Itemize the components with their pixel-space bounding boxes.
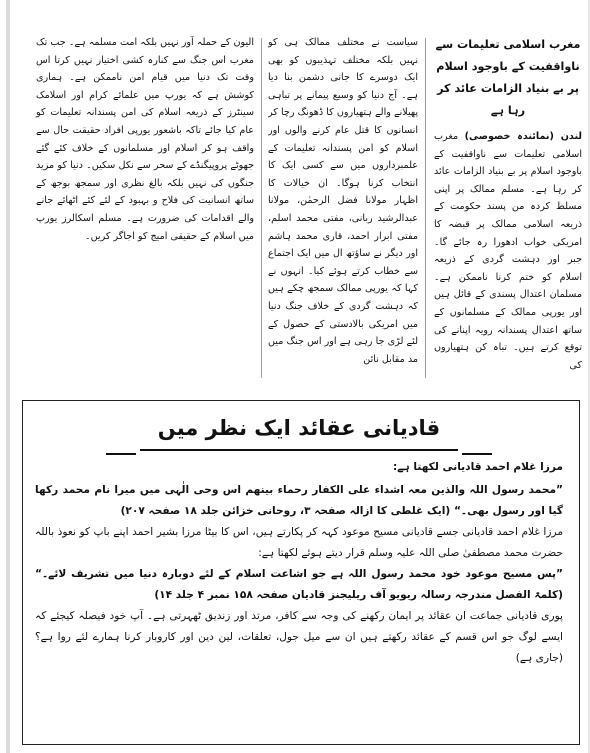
- article-dateline: لندن (نمائندہ خصوصی): [464, 131, 582, 142]
- article-headline: مغرب اسلامی تعلیمات سے ناواقفیت کے باوجود اسلام پر بے بنیاد الزامات عائد کر رہا ہے: [435, 38, 581, 117]
- article-text-1: مغرب اسلامی تعلیمات سے ناواقفیت کے باوجود اسلام پر بے بنیاد الزامات عائد کر رہا ہے۔ مسلم ممالک پر اپنی مسلط کردہ من پسند حکومت کے ذریعہ اسلامی ممالک پر قبضہ کا امریکی خواب ادھورا رہ جائے گا۔ جبر اور دہشت گردی کے ذریعہ اسلام کو ختم کرنا ناممکن ہے۔ مسلمان اعتدال پسندی کے قائل ہیں اور یورپی ممالک کے مسلمانوں کے ساتھ اعتدال پسندانہ رویہ اپنانے کی توقع کرتے ہیں۔ تباہ کن ہتھیاروں کی: [434, 131, 582, 371]
- box-title: قادیانی عقائد ایک نظر میں: [140, 411, 458, 451]
- box-paragraph-3: پوری قادیانی جماعت ان عقائد پر ایمان رکھنے کی وجہ سے کافر، مرتد اور زندیق ٹھہرتی ہے۔ آپ خود فیصلہ کیجئے کہ ایسے لوگ جو اس قسم کے عقائد رکھتے ہیں ان سے میل جول، تعلقات، لین دین اور کاروبار کرنا ہمارے لئے روا ہے؟ (جاری ہے): [35, 610, 563, 664]
- page-left-rule: [6, 0, 10, 753]
- box-title-wrap: [35, 411, 563, 457]
- box-quote-1: ”محمد رسول اللہ والذین معہ اشداء علی الکفار رحماء بینھم اس وحی الٰہی میں میرا نام محمد رکھا گیا اور رسول بھی۔“ (ایک غلطی کا ازالہ صفحہ ۳، روحانی خزائن جلد ۱۸ صفحہ ۲۰۷): [35, 484, 563, 517]
- article-column-1: [434, 34, 582, 382]
- article-column-3: [28, 34, 254, 382]
- column-divider: [261, 38, 262, 378]
- column-divider: [425, 38, 426, 378]
- box-paragraph-2: مرزا غلام احمد قادیانی جسے قادیانی مسیح موعود کہہ کر پکارتے ہیں، اس کا بیٹا مرزا بشیر احمد اپنے باپ کو نعوذ باللہ حضرت محمد مصطفیٰ صلی اللہ علیہ وسلم قرار دیتے ہوئے لکھتا ہے:: [35, 526, 563, 559]
- box-quote-2: ”پس مسیح موعود خود محمد رسول اللہ ہے جو اشاعت اسلام کے لئے دوبارہ دنیا میں تشریف لائے۔“ (کلمۃ الفصل مندرجہ رسالہ ریویو آف ریلیجنز قادیان صفحہ ۱۵۸ نمبر ۴ جلد ۱۴): [35, 568, 563, 601]
- article-body-1: [434, 128, 582, 374]
- article-columns: [14, 34, 586, 382]
- box-paragraph-1: مرزا غلام احمد قادیانی لکھتا ہے:: [393, 461, 563, 473]
- article-column-2: [268, 34, 418, 382]
- qadiani-beliefs-box: [22, 400, 580, 745]
- article-body-2: سیاست نے مختلف ممالک ہی کو نہیں بلکہ مختلف تہذیبوں کو بھی ایک دوسرے کا جانی دشمن بنا دیا ہے۔ آج دنیا کو وسیع پیمانے پر تباہی پھیلانے والے ہتھیاروں کا ڈھونگ رچا کر انسانوں کا قتل عام کرنے والوں اور اسلام کو امن پسندانہ تعلیمات کے علمبرداروں میں سے کسی ایک کا انتخاب کرنا ہوگا۔ ان خیالات کا اظہار مولانا فضل الرحمٰن، مولانا عبدالرشید ربانی، مفتی محمد اسلم، مفتی ابرار احمد، قاری محمد ہاشم اور دیگر نے ساؤتھ ال میں ایک اجتماع سے خطاب کرتے ہوئے کیا۔ انہوں نے کہا کہ یورپی ممالک سمجھ چکے ہیں کہ دہشت گردی کے خلاف جنگ دنیا میں امریکی بالادستی کے حصول کے لئے لڑی جا رہی ہے اور اس جنگ میں مد مقابل نائن: [268, 37, 418, 365]
- article-body-3: الیون کے حملہ آور نہیں بلکہ امت مسلمہ ہے۔ جب تک مغرب اس جنگ سے کنارہ کشی اختیار نہیں کرتا اس وقت تک دنیا میں قیام امن ناممکن ہے۔ ہماری کوشش ہے کہ یورپ میں علمائے کرام اور اسلامک سینٹرز کے ذریعہ اسلام کی امن پسندانہ تعلیمات کو عام کیا جائے تاکہ باشعور یورپی افراد حقیقت حال سے واقف ہو کر اسلام اور مسلمانوں کے خلاف کئے گئے جھوٹے پروپیگنڈے کے سحر سے نکل سکیں۔ دنیا کو مزید جنگوں کی نہیں بلکہ بالغ نظری اور سمجھ بوجھ کے ساتھ انسانیت کی فلاح و بہبود کے لئے کئے اٹھائے جانے والے اقدامات کی ضرورت ہے۔ مسلم اسکالرز یورپ میں اسلام کے حقیقی امیج کو اجاگر کریں۔: [36, 37, 254, 242]
